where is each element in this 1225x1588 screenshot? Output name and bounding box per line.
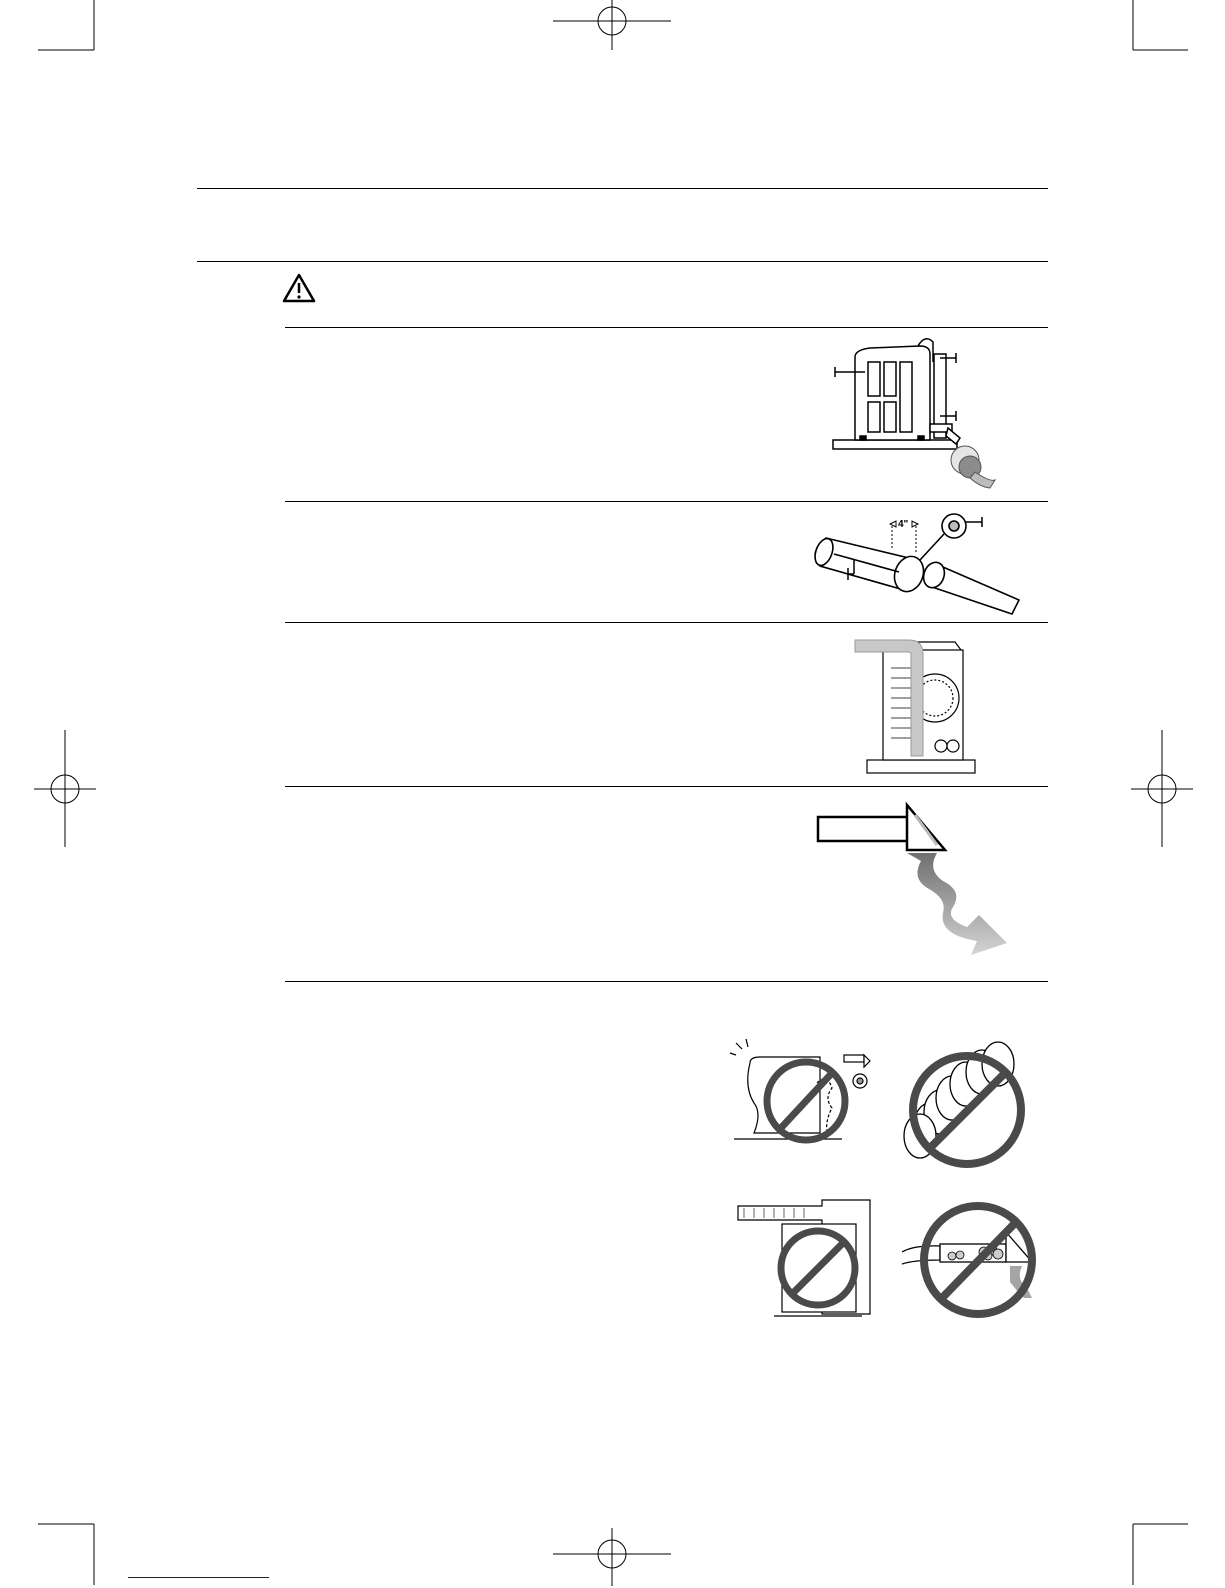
dryer-exhaust-illustration [830, 332, 1030, 492]
prohibited-foil-duct-illustration [900, 1040, 1040, 1170]
registration-mark-right [1131, 730, 1201, 850]
warning-triangle-icon [282, 273, 316, 303]
registration-mark-bottom [553, 1518, 673, 1588]
footer-link-underline [128, 1577, 269, 1578]
exhaust-hood-illustration [815, 795, 1025, 965]
section-rule-5 [285, 981, 1048, 982]
duct-tape-joint-illustration [814, 508, 1034, 618]
duct-gap-label: 4" [898, 519, 909, 530]
prohibited-clogged-duct-illustration [900, 1190, 1050, 1330]
registration-mark-left [34, 730, 104, 850]
dryer-rear-duct-illustration [855, 638, 995, 788]
prohibited-crushed-duct-illustration [732, 1043, 892, 1153]
header-rule-top [197, 188, 1048, 189]
header-rule-bottom [197, 261, 1048, 262]
section-rule-3 [285, 622, 1048, 623]
prohibited-duct-over-dryer-illustration [734, 1196, 904, 1326]
section-rule-2 [285, 501, 1048, 502]
registration-mark-top [553, 0, 673, 60]
section-rule-1 [285, 327, 1048, 328]
